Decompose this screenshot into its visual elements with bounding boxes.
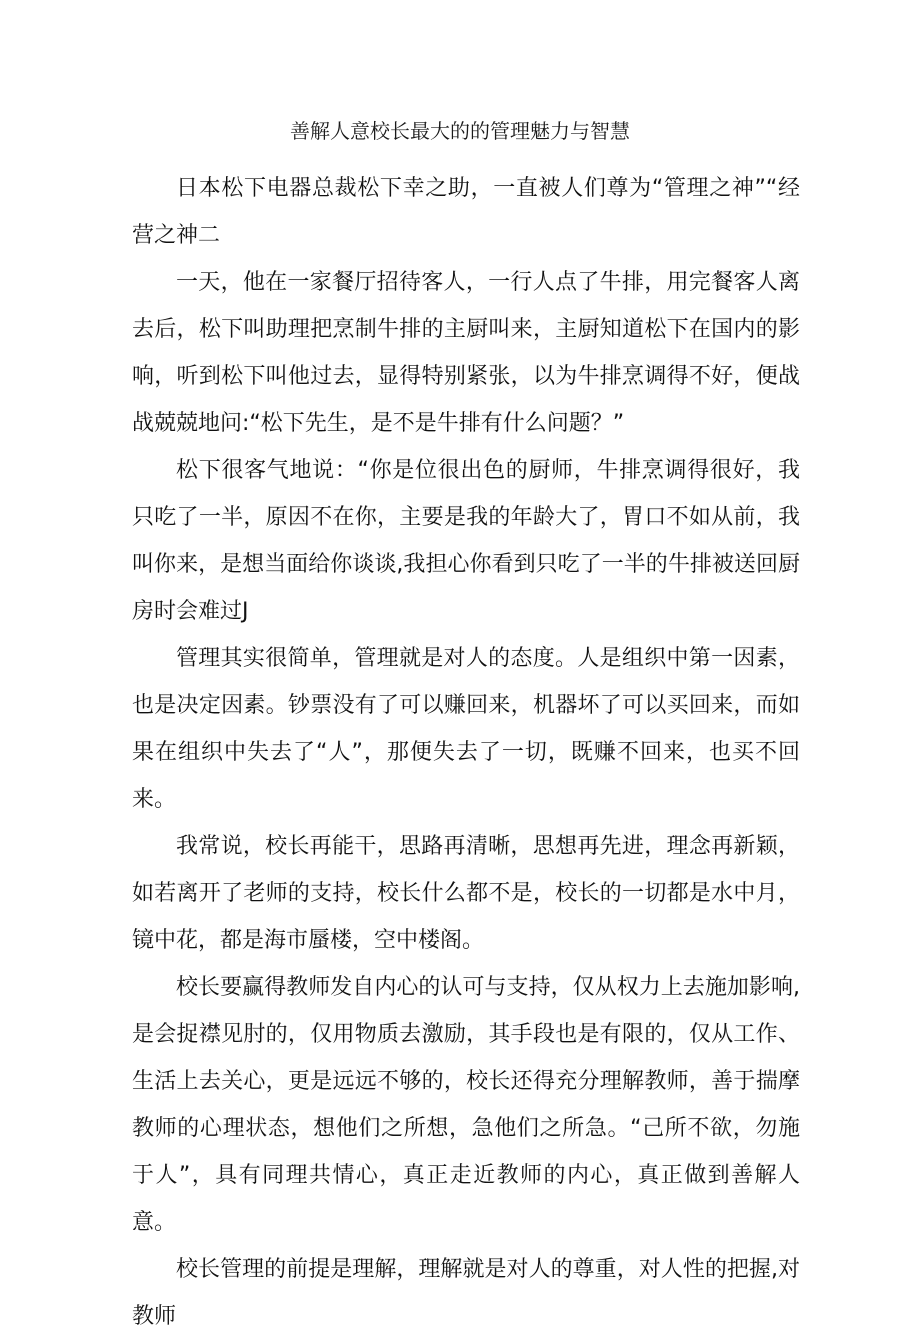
paragraph: 管理其实很简单，管理就是对人的态度。人是组织中第一因素，也是决定因素。钞票没有了可以赚回来，机器坏了可以买回来，而如果在组织中失去了“人”，那便失去了一切，既赚不回来，也买不回来。 [132, 646, 800, 812]
document-body [132, 165, 800, 1340]
paragraph: 校长要赢得教师发自内心的认可与支持，仅从权力上去施加影响,是会捉襟见肘的，仅用物质去激励，其手段也是有限的，仅从工作、生活上去关心，更是远远不够的，校长还得充分理解教师，善于揣摩教师的心理状态，想他们之所想，急他们之所急。“己所不欲，勿施于人”，具有同理共情心，真正走近教师的内心，真正做到善解人意。 [132, 975, 800, 1235]
paragraph: 一天，他在一家餐厅招待客人，一行人点了牛排，用完餐客人离去后，松下叫助理把烹制牛排的主厨叫来，主厨知道松下在国内的影响，听到松下叫他过去，显得特别紧张，以为牛排烹调得不好，便战战兢兢地问:“松下先生，是不是牛排有什么问题？” [132, 270, 800, 436]
document-title: 善解人意校长最大的的管理魅力与智慧 [290, 119, 630, 143]
paragraph: 我常说，校长再能干，思路再清晰，思想再先进，理念再新颖，如若离开了老师的支持，校长什么都不是，校长的一切都是水中月，镜中花，都是海市蜃楼，空中楼阁。 [132, 834, 800, 953]
paragraph: 日本松下电器总裁松下幸之助，一直被人们尊为“管理之神”“经营之神二 [132, 176, 800, 248]
paragraph: 校长管理的前提是理解，理解就是对人的尊重，对人性的把握,对教师 [132, 1257, 800, 1329]
paragraph: 松下很客气地说：“你是位很出色的厨师，牛排烹调得很好，我只吃了一半，原因不在你，主要是我的年龄大了，胃口不如从前，我叫你来，是想当面给你谈谈,我担心你看到只吃了一半的牛排被送回厨房时会难过J [132, 458, 800, 624]
